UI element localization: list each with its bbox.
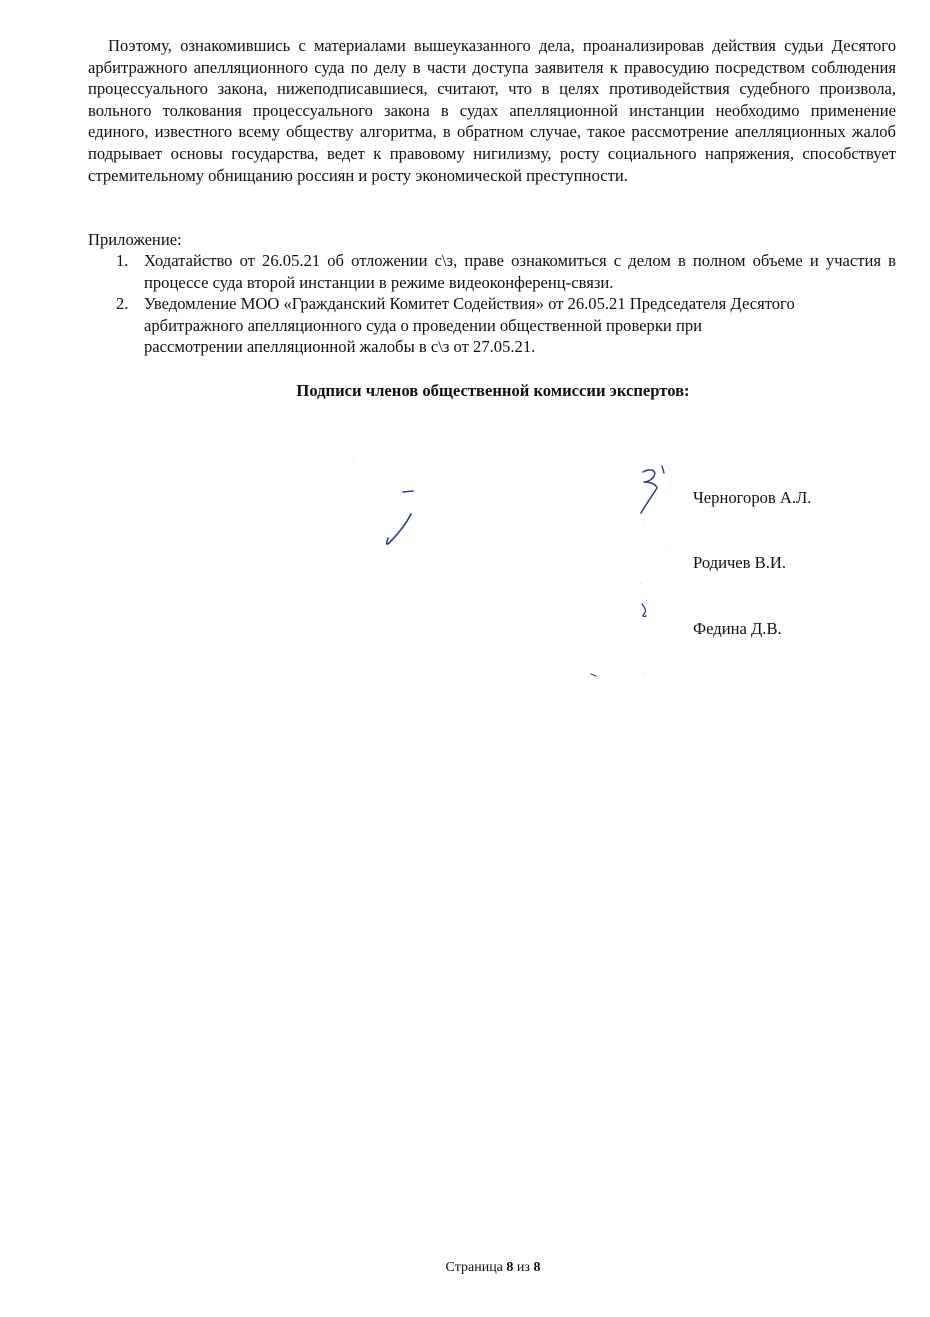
scan-speck: [642, 672, 643, 673]
signature-stroke: [387, 514, 411, 544]
appendix-item-text-line-2: арбитражного апелляционного суда о проведении общественной проверки при: [144, 315, 702, 335]
page-footer: [0, 1259, 930, 1277]
scan-speck: [644, 524, 645, 525]
signer-name: Черногоров А.Л.: [693, 488, 812, 507]
scan-speck: [639, 629, 640, 630]
appendix-item-text-line-3: рассмотрении апелляционной жалобы в с\з от 27.05.21.: [144, 337, 536, 357]
intro-paragraph: Поэтому, ознакомившись с материалами вышеуказанного дела, проанализировав действия судьи Десятого арбитражного апелляционного суда по делу в части доступа заявителя к правосудию посредством соблюдения процессуального закона, нижеподписавшиеся, считают, что в целях противодействия судебного произвола, вольного толкования процессуального закона в судах апелляционной инстанции необходимо применение единого, известного всему обществу алгоритма, в обратном случае, такое рассмотрение апелляционных жалоб подрывает основы государства, ведет к правовому нигилизму, росту социального напряжения, способствует стремительному обнищанию россиян и росту экономической преступности.: [88, 36, 896, 185]
signatures-heading: Подписи членов общественной комиссии экспертов:: [296, 381, 690, 400]
signer-name: Федина Д.В.: [693, 619, 782, 638]
appendix-item: [88, 293, 896, 358]
signature-stroke: [642, 604, 646, 616]
signature-stroke: [403, 491, 413, 492]
signature-stroke: [641, 470, 657, 513]
appendix-title: Приложение:: [88, 230, 182, 249]
appendix-list: [88, 250, 896, 358]
appendix-item-number: 2.: [116, 294, 129, 314]
signer-name: Родичев В.И.: [693, 553, 786, 572]
footer-total-pages: 8: [533, 1260, 541, 1275]
appendix-item-text: Ходатайство от 26.05.21 об отложении с\з, праве ознакомиться с делом в полном объеме и участия в процессе суда второй инстанции в режиме видеоконференц-связи.: [144, 251, 896, 292]
signature-stroke: [591, 674, 596, 676]
scan-speck: [353, 460, 355, 462]
scan-speck: [665, 548, 666, 549]
footer-separator: из: [516, 1260, 530, 1275]
appendix-item-number: 1.: [116, 251, 129, 270]
signature-stroke: [662, 466, 664, 473]
footer-current-page: 8: [506, 1260, 514, 1275]
footer-prefix: Страница: [445, 1260, 503, 1275]
scan-speck: [640, 582, 641, 583]
appendix-item: [88, 250, 896, 293]
appendix-item-text-line-1: Уведомление МОО «Гражданский Комитет Содействия» от 26.05.21 Председателя Десятого: [144, 294, 795, 314]
